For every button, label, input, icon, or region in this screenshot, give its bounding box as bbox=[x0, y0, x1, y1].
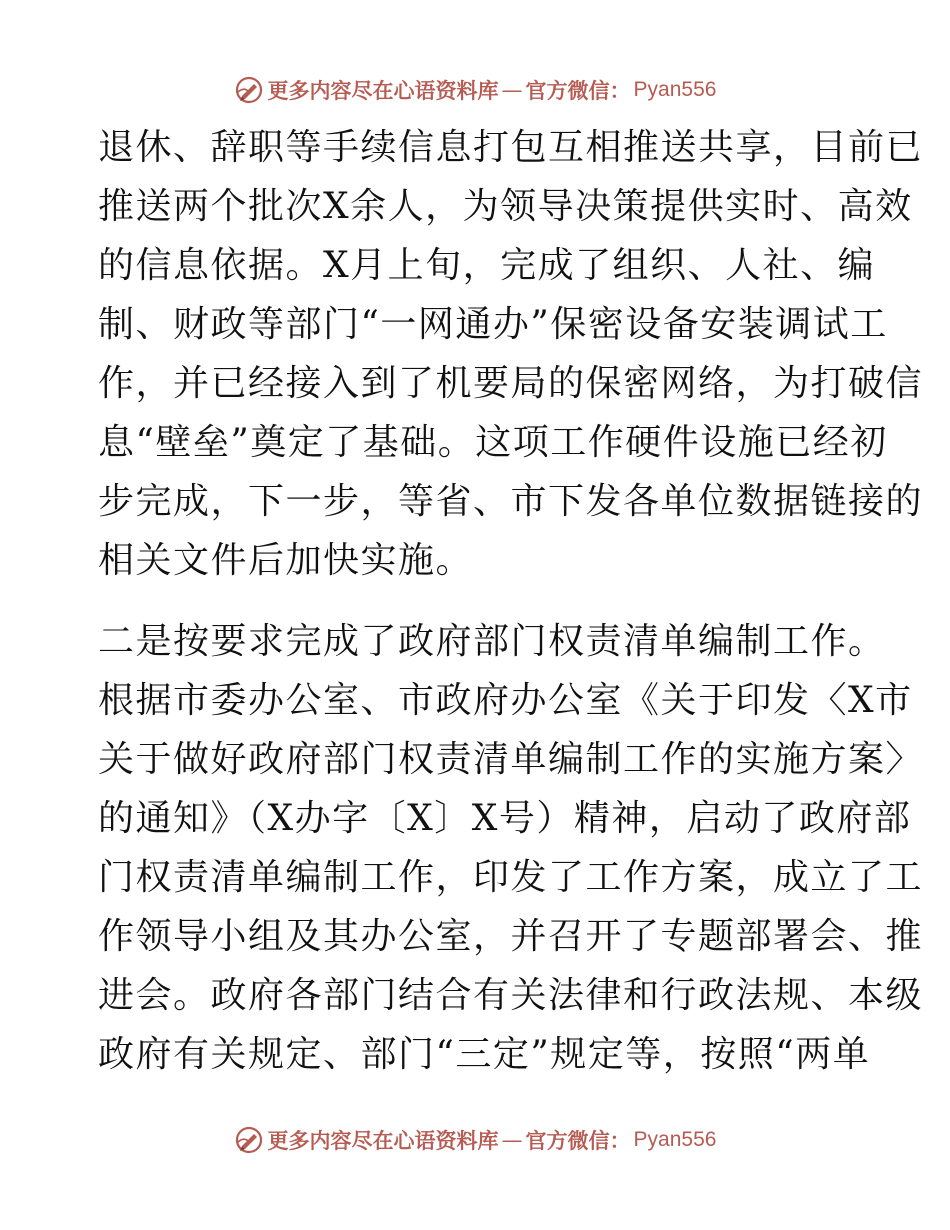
text-line: 关于做好政府部门权责清单编制工作的实施方案〉 bbox=[98, 739, 924, 780]
pen-logo-icon bbox=[234, 75, 264, 105]
text-line: 的信息依据。X月上旬，完成了组织、人社、编 bbox=[98, 245, 876, 286]
text-line: 相关文件后加快实施。 bbox=[98, 540, 474, 581]
text-line: 息“壁垒”奠定了基础。这项工作硬件设施已经初 bbox=[98, 422, 888, 463]
watermark-main-text: 更多内容尽在心语资料库 bbox=[267, 78, 499, 103]
text-line: 进会。政府各部门结合有关法律和行政法规、本级 bbox=[98, 975, 924, 1016]
document-body bbox=[98, 118, 924, 1084]
footer-watermark bbox=[0, 1120, 950, 1160]
text-line: 制、财政等部门“一网通办”保密设备安装调试工 bbox=[98, 304, 888, 345]
header-watermark bbox=[0, 70, 950, 110]
text-line: 作，并已经接入到了机要局的保密网络，为打破信 bbox=[98, 363, 924, 404]
paragraph-1 bbox=[98, 118, 924, 590]
text-line: 的通知》（X办字〔X〕X号）精神，启动了政府部 bbox=[98, 798, 912, 839]
watermark-wechat-id: Pyan556 bbox=[633, 78, 717, 101]
text-line: 步完成，下一步，等省、市下发各单位数据链接的 bbox=[98, 481, 924, 522]
watermark-main-text: 更多内容尽在心语资料库 bbox=[267, 1128, 499, 1153]
text-line: 推送两个批次X余人，为领导决策提供实时、高效 bbox=[98, 186, 913, 227]
pen-logo-icon bbox=[234, 1125, 264, 1155]
watermark-dash: — bbox=[501, 1128, 523, 1152]
text-line: 根据市委办公室、市政府办公室《关于印发〈X市 bbox=[98, 680, 913, 721]
text-line: 作领导小组及其办公室，并召开了专题部署会、推 bbox=[98, 916, 924, 957]
watermark-wechat-label: 官方微信： bbox=[525, 1128, 631, 1153]
text-line: 退休、辞职等手续信息打包互相推送共享，目前已 bbox=[98, 127, 924, 168]
text-line: 政府有关规定、部门“三定”规定等，按照“两单 bbox=[98, 1034, 871, 1075]
paragraph-2 bbox=[98, 612, 924, 1084]
watermark-wechat-id: Pyan556 bbox=[633, 1128, 717, 1151]
text-line: 二是按要求完成了政府部门权责清单编制工作。 bbox=[98, 621, 886, 662]
watermark-dash: — bbox=[501, 78, 523, 102]
paragraph-gap bbox=[98, 590, 858, 612]
watermark-wechat-label: 官方微信： bbox=[525, 78, 631, 103]
text-line: 门权责清单编制工作，印发了工作方案，成立了工 bbox=[98, 857, 924, 898]
